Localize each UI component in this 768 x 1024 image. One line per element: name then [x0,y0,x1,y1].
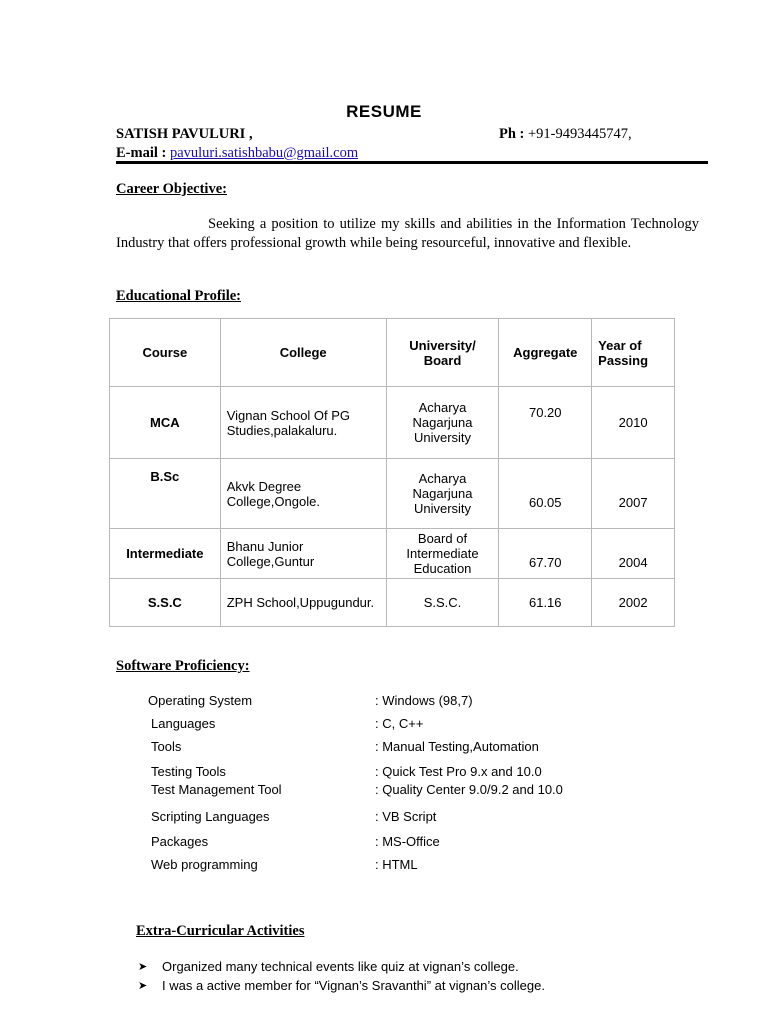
cell-year: 2010 [592,387,675,459]
table-row [110,459,675,529]
phone-line [499,126,632,143]
software-value: : HTML [375,857,418,872]
cell-year: 2007 [592,459,675,529]
software-value: : VB Script [375,809,437,824]
list-item [138,957,545,976]
software-value: : MS-Office [375,834,440,849]
cell-year: 2004 [592,529,675,579]
cell-college: Vignan School Of PG Studies,palakaluru. [220,387,386,459]
header-aggregate: Aggregate [499,319,592,387]
email-label: E-mail : [116,145,170,161]
table-row [110,579,675,627]
software-value: : Quick Test Pro 9.x and 10.0 [375,764,542,779]
software-value: : Quality Center 9.0/9.2 and 10.0 [375,782,563,797]
software-label: Tools [151,739,182,754]
header-college: College [220,319,386,387]
header-course: Course [110,319,221,387]
software-label: Languages [151,716,216,731]
phone-label: Ph : [499,126,525,142]
cell-course: S.S.C [110,579,221,627]
cell-aggregate: 60.05 [499,459,592,529]
table-row [110,529,675,579]
cell-university: Acharya Nagarjuna University [386,387,499,459]
extra-curricular-list [138,957,545,995]
email-line [116,145,358,162]
software-heading: Software Proficiency: [116,658,250,674]
cell-university: Board of Intermediate Education [386,529,499,579]
list-item-text: Organized many technical events like quiz at vignan’s college. [162,959,519,974]
software-label: Operating System [148,693,253,708]
header-divider [116,161,708,164]
software-label: Testing Tools [151,764,226,779]
software-value: : C, C++ [375,716,424,731]
cell-college: Akvk Degree College,Ongole. [220,459,386,529]
software-label: Test Management Tool [151,782,282,797]
email-link[interactable]: pavuluri.satishbabu@gmail.com [169,145,359,161]
cell-college: Bhanu Junior College,Guntur [220,529,386,579]
software-label: Packages [151,834,209,849]
cell-course: MCA [110,387,221,459]
cell-aggregate: 67.70 [499,529,592,579]
education-table [109,318,675,627]
list-item-text: I was a active member for “Vignan’s Sravanthi” at vignan’s college. [162,978,545,993]
cell-aggregate: 61.16 [499,579,592,627]
table-header-row [110,319,675,387]
cell-course: Intermediate [110,529,221,579]
cell-university: S.S.C. [386,579,499,627]
software-label: Web programming [151,857,258,872]
header-university: University/ Board [386,319,499,387]
education-heading: Educational Profile: [116,288,241,304]
cell-university: Acharya Nagarjuna University [386,459,499,529]
cell-aggregate: 70.20 [499,387,592,459]
cell-course: B.Sc [110,459,221,529]
career-objective-heading: Career Objective: [116,181,227,197]
arrow-bullet-icon: ➤ [138,980,148,992]
extra-curricular-heading: Extra-Curricular Activities [136,923,305,939]
cell-college: ZPH School,Uppugundur. [220,579,386,627]
table-row [110,387,675,459]
candidate-name: SATISH PAVULURI , [116,126,253,142]
list-item [138,976,545,995]
software-label: Scripting Languages [151,809,270,824]
phone-value: +91-9493445747, [524,126,632,142]
software-value: : Manual Testing,Automation [375,739,539,754]
software-value: : Windows (98,7) [375,693,473,708]
career-objective-text: Seeking a position to utilize my skills and abilities in the Information Technology Industry that offers professional growth while being resourceful, innovative and flexible. [116,216,699,251]
cell-year: 2002 [592,579,675,627]
resume-title: RESUME [346,102,422,121]
header-year: Year of Passing [592,319,675,387]
arrow-bullet-icon: ➤ [138,961,148,973]
